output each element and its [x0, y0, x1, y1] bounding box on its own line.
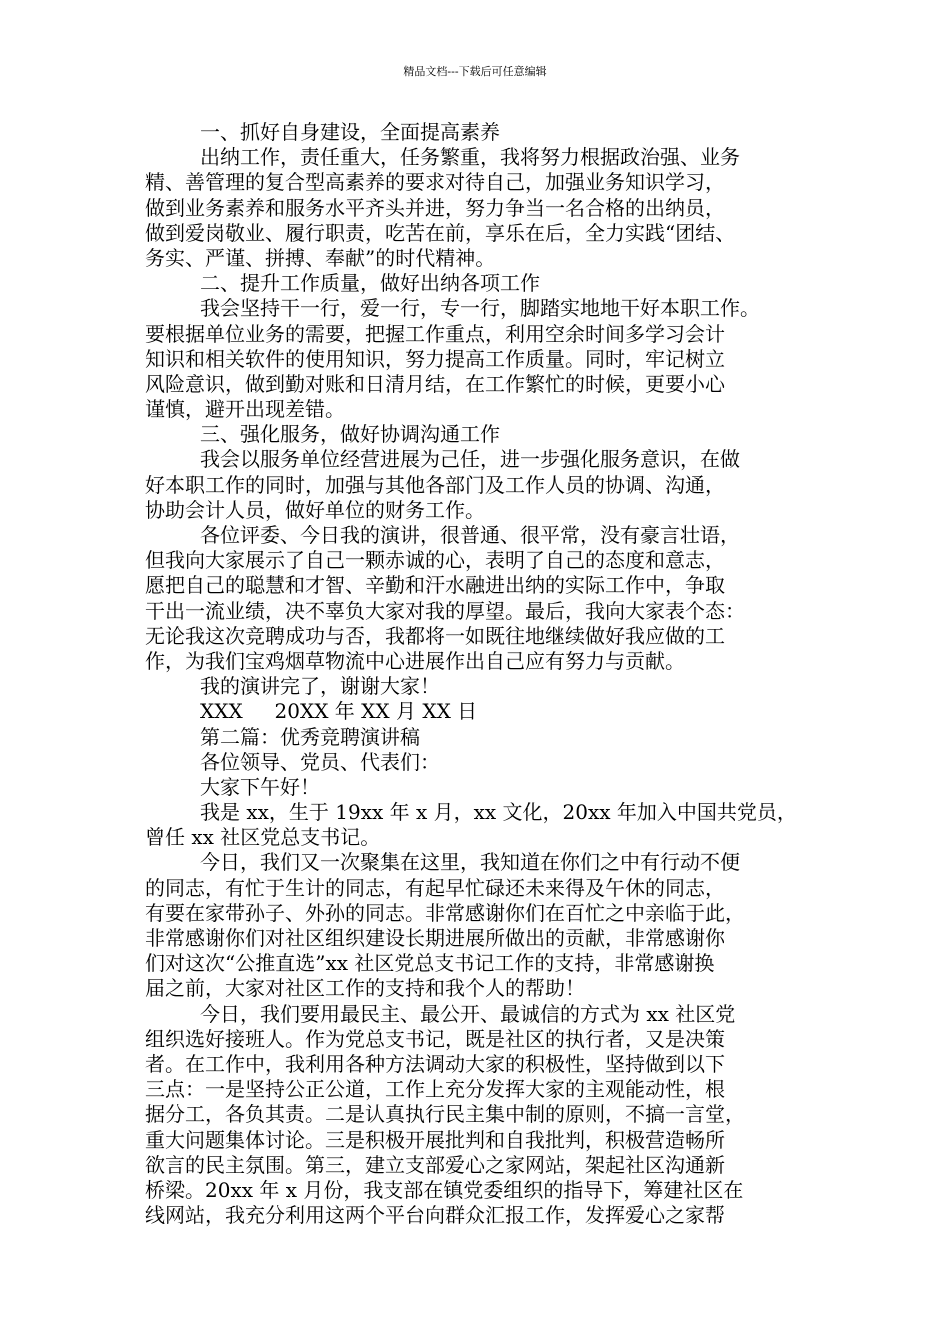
text-line: 好本职工作的同时，加强与其他各部门及工作人员的协调、沟通， [145, 472, 725, 497]
text-line: 我会坚持干一行，爱一行，专一行，脚踏实地地干好本职工作。 [200, 296, 760, 321]
text-line: 大家下午好！ [200, 774, 320, 799]
text-line: 届之前，大家对社区工作的支持和我个人的帮助！ [145, 976, 585, 1001]
page-header: 精品文档---下载后可任意编辑 [403, 65, 547, 78]
text-line: 但我向大家展示了自己一颗赤诚的心，表明了自己的态度和意志， [145, 548, 725, 573]
text-line: 今日，我们要用最民主、最公开、最诚信的方式为 xx 社区党 [200, 1001, 736, 1026]
text-line: 我的演讲完了，谢谢大家！ [200, 674, 440, 699]
text-line: 各位领导、党员、代表们： [200, 749, 440, 774]
text-line: 做到业务素养和服务水平齐头并进，努力争当一名合格的出纳员， [145, 195, 725, 220]
text-line: 我会以服务单位经营进展为己任，进一步强化服务意识，在做 [200, 447, 740, 472]
text-line: 一、抓好自身建设，全面提高素养 [200, 120, 500, 144]
text-line: 二、提升工作质量，做好出纳各项工作 [200, 271, 540, 296]
document-body [145, 120, 825, 1228]
text-line: 知识和相关软件的使用知识，努力提高工作质量。同时，牢记树立 [145, 346, 725, 371]
text-line: 三点：一是坚持公正公道，工作上充分发挥大家的主观能动性，根 [145, 1077, 725, 1102]
text-line: 桥梁。20xx 年 x 月份，我支部在镇党委组织的指导下，筹建社区在 [145, 1177, 744, 1202]
text-line: 重大问题集体讨论。三是积极开展批判和自我批判，积极营造畅所 [145, 1127, 725, 1152]
text-line: 各位评委、今日我的演讲，很普通、很平常，没有豪言壮语， [200, 523, 740, 547]
text-line: 据分工，各负其责。二是认真执行民主集中制的原则，不搞一言堂， [145, 1102, 745, 1127]
text-line: 精、善管理的复合型高素养的要求对待自己，加强业务知识学习， [145, 170, 725, 195]
text-line: 做到爱岗敬业、履行职责，吃苦在前，享乐在后，全力实践“团结、 [145, 220, 736, 245]
text-line: 欲言的民主氛围。第三，建立支部爱心之家网站，架起社区沟通新 [145, 1152, 725, 1177]
text-line: 今日，我们又一次聚集在这里，我知道在你们之中有行动不便 [200, 850, 740, 875]
text-line: 无论我这次竞聘成功与否，我都将一如既往地继续做好我应做的工 [145, 623, 725, 648]
text-line: 第二篇：优秀竞聘演讲稿 [200, 724, 420, 749]
text-line: 曾任 xx 社区党总支书记。 [145, 825, 381, 850]
text-line: 干出一流业绩，决不辜负大家对我的厚望。最后，我向大家表个态： [145, 598, 745, 623]
text-line: 们对这次“公推直选”xx 社区党总支书记工作的支持，非常感谢换 [145, 951, 715, 976]
text-line: 非常感谢你们对社区组织建设长期进展所做出的贡献，非常感谢你 [145, 926, 725, 950]
text-line: 风险意识，做到勤对账和日清月结，在工作繁忙的时候，更要小心 [145, 371, 725, 396]
text-line: 我是 xx，生于 19xx 年 x 月，xx 文化，20xx 年加入中国共党员， [200, 800, 797, 825]
text-line: 协助会计人员，做好单位的财务工作。 [145, 497, 485, 522]
text-line: 出纳工作，责任重大，任务繁重，我将努力根据政治强、业务 [200, 145, 740, 170]
text-line: 有要在家带孙子、外孙的同志。非常感谢你们在百忙之中亲临于此， [145, 900, 745, 925]
text-line: 的同志，有忙于生计的同志，有起早忙碌还未来得及午休的同志， [145, 875, 725, 900]
text-line: 要根据单位业务的需要，把握工作重点，利用空余时间多学习会计 [145, 321, 725, 346]
text-line: 组织选好接班人。作为党总支书记，既是社区的执行者，又是决策 [145, 1026, 725, 1051]
text-line: XXX 20XX 年 XX 月 XX 日 [200, 699, 478, 724]
text-line: 愿把自己的聪慧和才智、辛勤和汗水融进出纳的实际工作中，争取 [145, 573, 725, 598]
text-line: 务实、严谨、拼搏、奉献”的时代精神。 [145, 245, 496, 270]
text-line: 者。在工作中，我利用各种方法调动大家的积极性，坚持做到以下 [145, 1051, 725, 1076]
text-line: 线网站，我充分利用这两个平台向群众汇报工作，发挥爱心之家帮 [145, 1203, 725, 1228]
text-line: 谨慎，避开出现差错。 [145, 397, 345, 422]
text-line: 作，为我们宝鸡烟草物流中心进展作出自己应有努力与贡献。 [145, 648, 685, 673]
text-line: 三、强化服务，做好协调沟通工作 [200, 422, 500, 447]
